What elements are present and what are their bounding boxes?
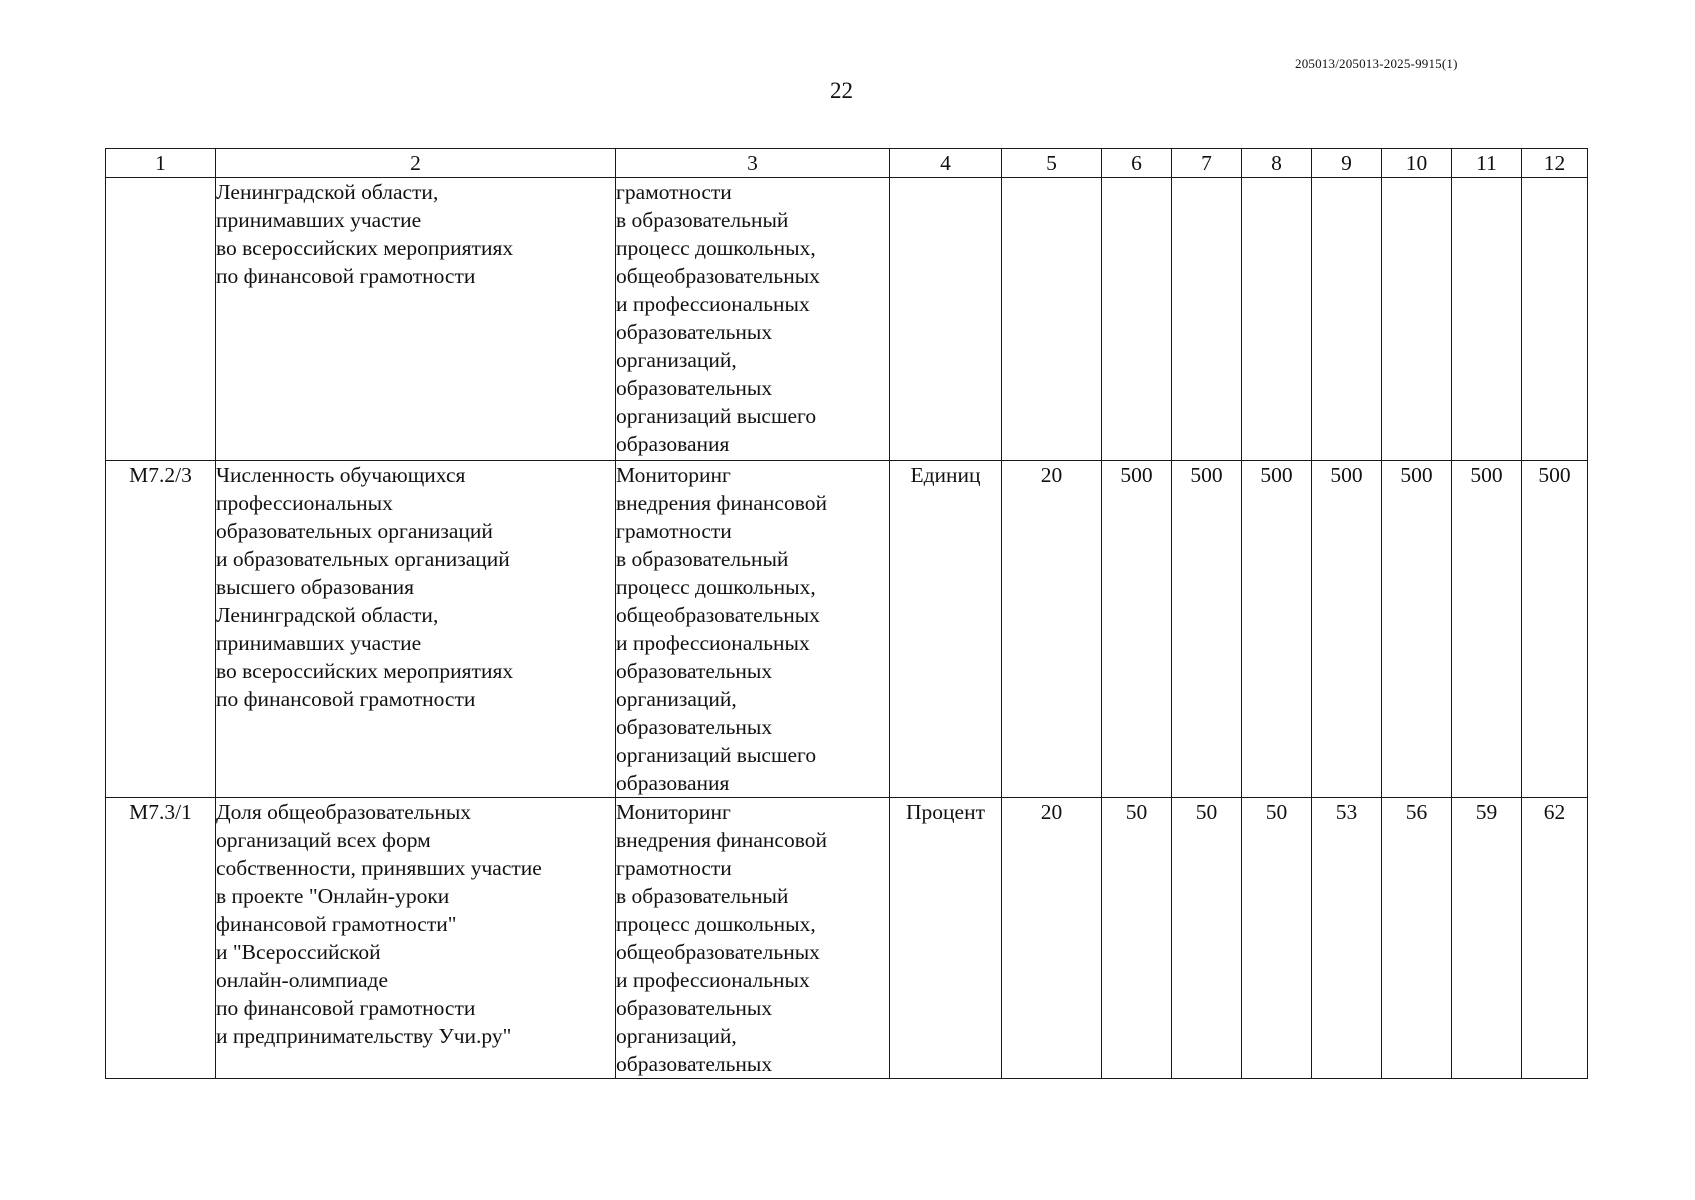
value-cell: 20: [1002, 798, 1102, 1079]
column-number: 10: [1382, 149, 1452, 178]
indicators-table: [105, 148, 1588, 1079]
table-row: [106, 178, 1588, 461]
document-id: 205013/205013-2025-9915(1): [1295, 56, 1458, 71]
column-number: 6: [1102, 149, 1172, 178]
value-cell: 500: [1522, 461, 1588, 798]
table-row: [106, 798, 1588, 1079]
value-cell: 56: [1382, 798, 1452, 1079]
value-cell: 500: [1102, 461, 1172, 798]
table-row: [106, 461, 1588, 798]
unit-of-measure: Процент: [890, 798, 1002, 1079]
value-cell: 500: [1242, 461, 1312, 798]
value-cell: 62: [1522, 798, 1588, 1079]
column-number: 9: [1312, 149, 1382, 178]
indicator-name: Доля общеобразовательных организаций всех форм собственности, принявших участие в проекте "Онлайн-уроки финансовой грамотности" и "Всероссийской онлайн-олимпиаде по финансовой грамотности и предпринимательству Учи.ру": [216, 798, 616, 1079]
column-number: 3: [616, 149, 890, 178]
value-cell: 500: [1172, 461, 1242, 798]
value-cell: 50: [1172, 798, 1242, 1079]
column-number: 12: [1522, 149, 1588, 178]
column-number: 8: [1242, 149, 1312, 178]
column-number: 2: [216, 149, 616, 178]
column-number: 7: [1172, 149, 1242, 178]
data-source: Мониторинг внедрения финансовой грамотности в образовательный процесс дошкольных, общеобразовательных и профессиональных образовательных организаций, образовательных: [616, 798, 890, 1079]
indicator-code: [106, 178, 216, 461]
value-cell: [1312, 178, 1382, 461]
indicator-name: Численность обучающихся профессиональных образовательных организаций и образовательных организаций высшего образования Ленинградской области, принимавших участие во всероссийских мероприятиях по финансовой грамотности: [216, 461, 616, 798]
column-number: 5: [1002, 149, 1102, 178]
data-source: Мониторинг внедрения финансовой грамотности в образовательный процесс дошкольных, общеобразовательных и профессиональных образовательных организаций, образовательных организаций высшего образования: [616, 461, 890, 798]
value-cell: [1522, 178, 1588, 461]
indicator-code: М7.3/1: [106, 798, 216, 1079]
column-number: 4: [890, 149, 1002, 178]
unit-of-measure: [890, 178, 1002, 461]
indicator-name: Ленинградской области, принимавших участие во всероссийских мероприятиях по финансовой грамотности: [216, 178, 616, 461]
value-cell: [1452, 178, 1522, 461]
page-number: 22: [830, 78, 853, 103]
value-cell: [1172, 178, 1242, 461]
value-cell: 50: [1242, 798, 1312, 1079]
column-number: 11: [1452, 149, 1522, 178]
value-cell: [1102, 178, 1172, 461]
value-cell: [1002, 178, 1102, 461]
value-cell: [1242, 178, 1312, 461]
unit-of-measure: Единиц: [890, 461, 1002, 798]
column-number: 1: [106, 149, 216, 178]
indicator-code: М7.2/3: [106, 461, 216, 798]
value-cell: 59: [1452, 798, 1522, 1079]
column-number-row: [106, 149, 1588, 178]
value-cell: [1382, 178, 1452, 461]
value-cell: 500: [1452, 461, 1522, 798]
value-cell: 20: [1002, 461, 1102, 798]
value-cell: 500: [1382, 461, 1452, 798]
value-cell: 53: [1312, 798, 1382, 1079]
value-cell: 50: [1102, 798, 1172, 1079]
data-source: грамотности в образовательный процесс дошкольных, общеобразовательных и профессиональных образовательных организаций, образовательных организаций высшего образования: [616, 178, 890, 461]
value-cell: 500: [1312, 461, 1382, 798]
